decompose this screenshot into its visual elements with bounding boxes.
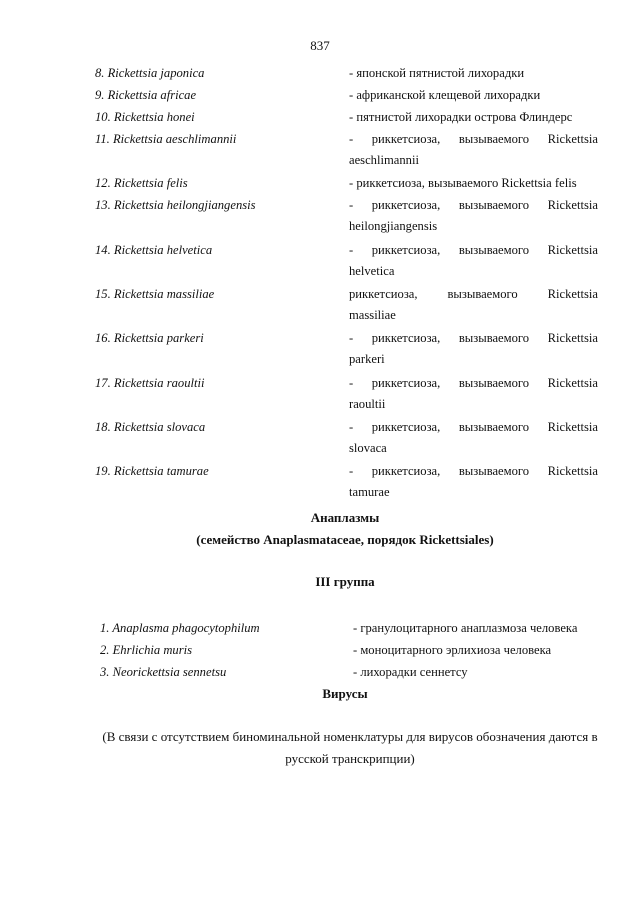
- disease-description: [349, 331, 598, 367]
- desc-continuation: heilongjiangensis: [349, 219, 438, 233]
- disease-description: - риккетсиоза, вызываемого Rickettsia felis: [349, 176, 577, 190]
- desc-word: риккетсиоза,: [371, 331, 441, 345]
- dash: -: [349, 198, 354, 212]
- organism-name: 8. Rickettsia japonica: [95, 66, 205, 80]
- desc-word: Rickettsia: [547, 464, 598, 478]
- dash: -: [349, 420, 354, 434]
- organism-name: 16. Rickettsia parkeri: [95, 331, 204, 345]
- section-subtitle: (семейство Anaplasmataceae, порядок Rickettsiales): [196, 532, 494, 547]
- organism-name: 9. Rickettsia africae: [95, 88, 197, 102]
- organism-name: 15. Rickettsia massiliae: [95, 287, 215, 301]
- disease-description: [349, 464, 598, 500]
- desc-continuation: parkeri: [349, 352, 385, 366]
- disease-description: - африканской клещевой лихорадки: [349, 88, 541, 102]
- desc-word: Rickettsia: [547, 132, 598, 146]
- organism-name: 17. Rickettsia raoultii: [95, 376, 205, 390]
- disease-description: [349, 243, 598, 279]
- disease-description: - моноцитарного эрлихиоза человека: [353, 643, 552, 657]
- group-heading: III группа: [315, 574, 375, 589]
- desc-word: Rickettsia: [547, 198, 598, 212]
- organism-name: 3. Neorickettsia sennetsu: [100, 665, 227, 679]
- desc-word: вызываемого: [458, 331, 530, 345]
- organism-name: 19. Rickettsia tamurae: [95, 464, 209, 478]
- section-note-line1: (В связи с отсутствием биноминальной номенклатуры для вирусов обозначения даются в: [102, 729, 598, 744]
- disease-description: [349, 376, 598, 412]
- desc-word: вызываемого: [458, 420, 530, 434]
- desc-word: риккетсиоза,: [371, 376, 441, 390]
- desc-word: вызываемого: [458, 132, 530, 146]
- desc-continuation: massiliae: [349, 308, 396, 322]
- organism-name: 10. Rickettsia honei: [95, 110, 195, 124]
- desc-word: риккетсиоза,: [371, 132, 441, 146]
- disease-description: [349, 287, 598, 323]
- desc-continuation: helvetica: [349, 264, 395, 278]
- dash: -: [349, 464, 354, 478]
- disease-description: [349, 132, 598, 168]
- disease-description: [349, 420, 598, 456]
- dash: -: [349, 243, 354, 257]
- desc-word: Rickettsia: [547, 420, 598, 434]
- dash: -: [349, 331, 354, 345]
- dash: -: [349, 132, 354, 146]
- desc-word: Rickettsia: [547, 287, 598, 301]
- disease-description: - лихорадки сеннетсу: [353, 665, 468, 679]
- desc-word: риккетсиоза,: [371, 464, 441, 478]
- organism-name: 12. Rickettsia felis: [95, 176, 188, 190]
- desc-continuation: tamurae: [349, 485, 390, 499]
- organism-name: 2. Ehrlichia muris: [100, 643, 193, 657]
- desc-word: риккетсиоза,: [349, 287, 418, 301]
- organism-name: 14. Rickettsia helvetica: [95, 243, 213, 257]
- desc-continuation: slovaca: [349, 441, 387, 455]
- desc-word: вызываемого: [458, 376, 530, 390]
- organism-name: 18. Rickettsia slovaca: [95, 420, 206, 434]
- disease-description: - пятнистой лихорадки острова Флиндерс: [349, 110, 573, 124]
- desc-word: вызываемого: [458, 464, 530, 478]
- organism-name: 13. Rickettsia heilongjiangensis: [95, 198, 256, 212]
- disease-description: - гранулоцитарного анаплазмоза человека: [353, 621, 578, 635]
- desc-word: Rickettsia: [547, 331, 598, 345]
- desc-continuation: raoultii: [349, 397, 386, 411]
- section-title: Вирусы: [322, 686, 368, 701]
- desc-word: вызываемого: [447, 287, 518, 301]
- organism-name: 1. Anaplasma phagocytophilum: [100, 621, 260, 635]
- page-number: 837: [310, 38, 330, 53]
- section-title: Анаплазмы: [310, 510, 380, 525]
- disease-description: - японской пятнистой лихорадки: [349, 66, 525, 80]
- desc-word: вызываемого: [458, 198, 530, 212]
- desc-word: риккетсиоза,: [371, 420, 441, 434]
- desc-word: вызываемого: [458, 243, 530, 257]
- section-note-line2: русской транскрипции): [285, 751, 415, 766]
- dash: -: [349, 376, 354, 390]
- desc-word: риккетсиоза,: [371, 243, 441, 257]
- desc-continuation: aeschlimannii: [349, 153, 419, 167]
- desc-word: Rickettsia: [547, 243, 598, 257]
- desc-word: риккетсиоза,: [371, 198, 441, 212]
- organism-name: 11. Rickettsia aeschlimannii: [95, 132, 237, 146]
- desc-word: Rickettsia: [547, 376, 598, 390]
- disease-description: [349, 198, 598, 234]
